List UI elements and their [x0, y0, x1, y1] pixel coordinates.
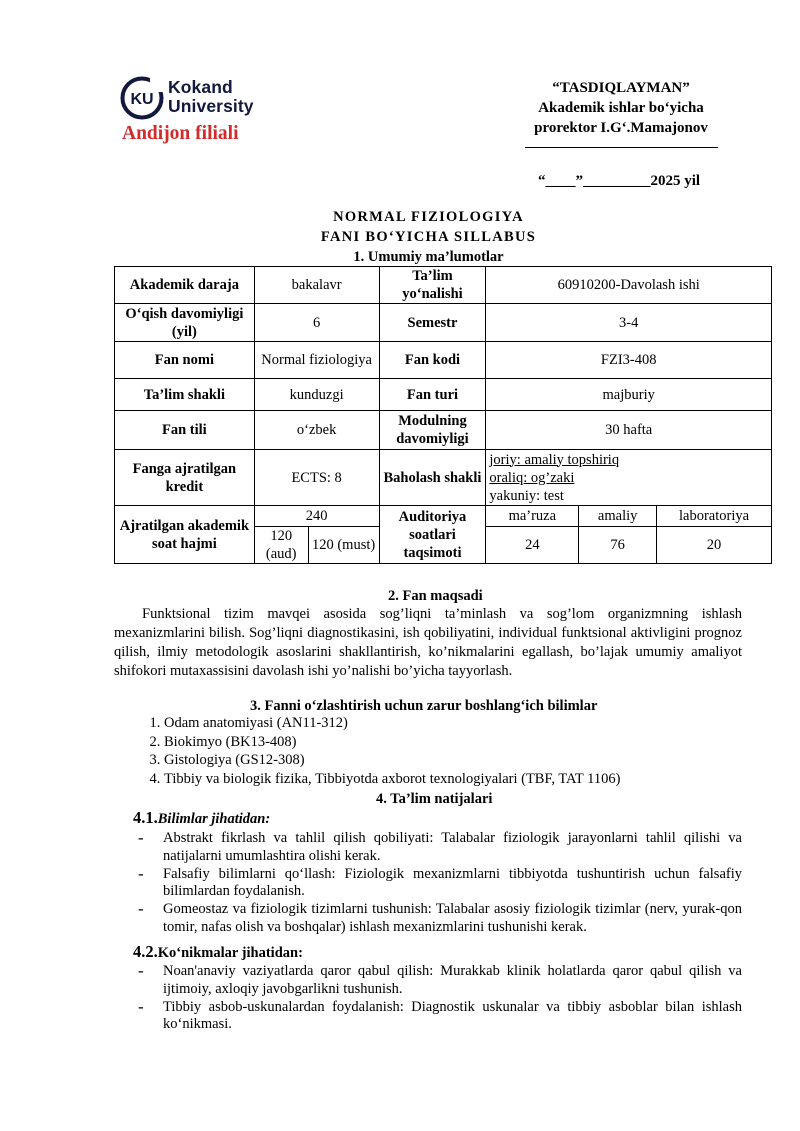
hours-total: 240 [254, 506, 379, 527]
subject-name-label: Fan nomi [115, 342, 255, 379]
list-item: 4. Tibbiy va biologik fizika, Tibbiyotda axborot texnologiyalari (TBF, TAT 1106) [164, 770, 764, 789]
list-item: 2. Biokimyo (BK13-408) [164, 733, 764, 752]
lecture-value: 24 [486, 527, 579, 564]
logo-name [168, 78, 254, 116]
module-duration-value: 30 hafta [486, 411, 772, 450]
list-item: 3. Gistologiya (GS12-308) [164, 751, 764, 770]
direction-value: 60910200-Davolash ishi [486, 267, 772, 304]
logo-name-line1: Kokand [168, 77, 233, 97]
university-logo [120, 74, 280, 146]
credit-label: Fanga ajratilgan kredit [115, 450, 255, 506]
ku-logo-icon [120, 76, 164, 120]
subject-type-label: Fan turi [379, 379, 486, 411]
subject-name-value: Normal fiziologiya [254, 342, 379, 379]
approve-date: “____”_________2025 yil [538, 173, 701, 189]
knowledge-outcomes-list [136, 830, 742, 937]
direction-label: Ta’lim yo‘nalishi [379, 267, 486, 304]
subject-type-value: majburiy [486, 379, 772, 411]
logo-mark-text: KU [130, 91, 154, 108]
module-duration-label: Modulning davomiyligi [379, 411, 486, 450]
assessment-values [486, 450, 772, 506]
subsection-4-1-number: 4.1. [133, 808, 158, 827]
subsection-4-2-number: 4.2. [133, 942, 158, 961]
study-form-value: kunduzgi [254, 379, 379, 411]
subsection-4-1 [133, 808, 270, 828]
logo-name-line2: University [168, 96, 254, 116]
section2-paragraph [114, 605, 742, 681]
lab-value: 20 [657, 527, 772, 564]
section3-title: 3. Fanni o‘zlashtirish uchun zarur boshlang‘ich bilimlar [250, 698, 598, 714]
list-item: 1. Odam anatomiyasi (AN11-312) [164, 714, 764, 733]
subsection-4-2-title: Ko‘nikmalar jihatidan: [157, 945, 303, 961]
practical-label: amaliy [579, 506, 657, 527]
section1-title: 1. Umumiy ma’lumotlar [353, 249, 504, 265]
auditorium-label: Auditoriya soatlari taqsimoti [379, 506, 486, 564]
subject-code-label: Fan kodi [379, 342, 486, 379]
logo-branch: Andijon filiali [122, 123, 239, 144]
approval-block [505, 78, 737, 189]
doc-subtitle: FANI BO‘YICHA SILLABUS [320, 229, 537, 245]
list-item: - Gomeostaz va fiziologik tizimlarni tushunish: Talabalar asosiy fiziologik tizimlar (nerv, yurak-qon tomir, nafas olish va boshqalar) ishlash mexanizmlarini tushunishi kerak. [136, 901, 742, 936]
hours-label: Ajratilgan akademik soat hajmi [115, 506, 255, 564]
duration-label: O‘qish davomiyligi (yil) [115, 304, 255, 342]
list-item: - Noan'anaviy vaziyatlarda qaror qabul qilish: Murakkab klinik holatlarda qaror qabul qilish va ijtimoiy, axloqiy javobgarlikni tushunish. [136, 963, 742, 998]
doc-title: NORMAL FIZIOLOGIYA [333, 209, 524, 225]
approve-title: “TASDIQLAYMAN” [552, 80, 690, 96]
section2-text: Funktsional tizim mavqei asosida sog’liqni ta’minlash va sog’lom organizmning ishlash mexanizmlarini bilish. Sog’liqni diagnostikasini, ish qobiliyatini, individual funktsional aktivligini prognoz qilish, ilmiy metodologik asoslarini shakllantirish, ko’nikmalarini egallash, bo’lajak umumiy amaliyot shifokori mutaxassisini davolash ishi yo’nalishi bo’yicha tayyorlash. [114, 606, 742, 679]
skills-outcomes-list [136, 963, 742, 1034]
list-item: - Abstrakt fikrlash va tahlil qilish qobiliyati: Talabalar fiziologik jarayonlarni tahlil qilishi va natijalarni umumlashtira olishi kerak. [136, 830, 742, 865]
list-item: - Tibbiy asbob-uskunalardan foydalanish: Diagnostik uskunalar va tibbiy asboblar bilan ishlash ko‘nikmasi. [136, 999, 742, 1034]
language-label: Fan tili [115, 411, 255, 450]
subsection-4-2 [133, 942, 303, 962]
hours-aud: 120 (aud) [254, 527, 308, 564]
subsection-4-1-title: Bilimlar jihatidan: [157, 811, 271, 827]
lab-label: laboratoriya [657, 506, 772, 527]
prerequisites-list [114, 714, 764, 788]
approve-name: prorektor I.G‘.Mamajonov [534, 120, 708, 136]
lecture-label: ma’ruza [486, 506, 579, 527]
credit-value: ECTS: 8 [254, 450, 379, 506]
assessment-final: yakuniy: test [489, 487, 564, 504]
practical-value: 76 [579, 527, 657, 564]
approve-position: Akademik ishlar bo‘yicha [538, 100, 704, 116]
language-value: o‘zbek [254, 411, 379, 450]
section4-title: 4. Ta’lim natijalari [376, 791, 493, 807]
academic-degree-value: bakalavr [254, 267, 379, 304]
list-item: - Falsafiy bilimlarni qo‘llash: Fiziologik mexanizmlarni tibbiyotda tushuntirish uchun falsafiy bilimlardan foydalanish. [136, 866, 742, 901]
subject-code-value: FZI3-408 [486, 342, 772, 379]
signature-line [525, 147, 718, 148]
hours-must: 120 (must) [308, 527, 379, 564]
study-form-label: Ta’lim shakli [115, 379, 255, 411]
section2-title: 2. Fan maqsadi [388, 588, 483, 604]
academic-degree-label: Akademik daraja [115, 267, 255, 304]
general-info-table [114, 266, 772, 564]
duration-value: 6 [254, 304, 379, 342]
assessment-label: Baholash shakli [379, 450, 486, 506]
semester-value: 3-4 [486, 304, 772, 342]
semester-label: Semestr [379, 304, 486, 342]
assessment-current: joriy: amaliy topshiriq [489, 451, 620, 468]
assessment-midterm: oraliq: og’zaki [489, 469, 575, 486]
